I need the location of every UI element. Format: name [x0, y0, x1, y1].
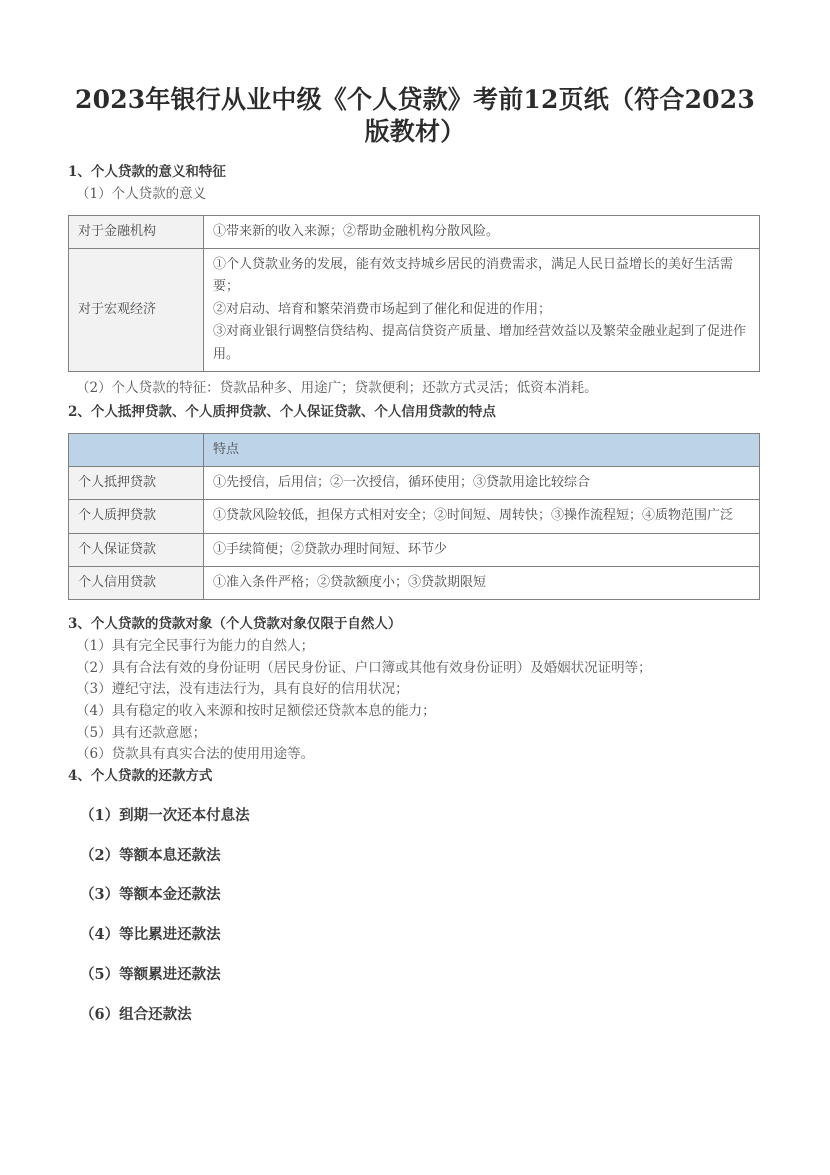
section-3-item: （5）具有还款意愿； — [76, 724, 207, 741]
section-3-heading: 3、个人贷款的贷款对象（个人贷款对象仅限于自然人） — [68, 616, 402, 633]
column-header-characteristics: 特点 — [204, 433, 760, 466]
cell-line: ③对商业银行调整信贷结构、提高信贷资产质量、增加经营效益以及繁荣金融业起到了促进作用。 — [213, 324, 747, 362]
row-value: ①先授信，后用信；②一次授信，循环使用；③贷款用途比较综合 — [204, 466, 760, 499]
section-4-heading: 4、个人贷款的还款方式 — [68, 767, 213, 784]
cell-line: ①个人贷款业务的发展，能有效支持城乡居民的消费需求，满足人民日益增长的美好生活需要； — [213, 257, 734, 295]
table-header-row — [69, 433, 760, 466]
section-3-item: （1）具有完全民事行为能力的自然人； — [76, 638, 315, 655]
table-row — [69, 500, 760, 533]
loan-types-characteristics-table — [68, 433, 760, 601]
list-item: （6）组合还款法 — [80, 1005, 192, 1023]
section-3-item: （6）贷款具有真实合法的使用用途等。 — [76, 746, 315, 763]
row-label: 对于金融机构 — [69, 215, 204, 248]
column-header-blank — [69, 433, 204, 466]
table-row — [69, 466, 760, 499]
section-1-feature-line: （2）个人贷款的特征：贷款品种多、用途广；贷款便利；还款方式灵活；低资本消耗。 — [76, 379, 598, 396]
list-item: （3）等额本金还款法 — [80, 886, 221, 904]
list-item: （2）等额本息还款法 — [80, 846, 221, 864]
page-title: 2023年银行从业中级《个人贷款》考前12页纸（符合2023版教材） — [75, 85, 755, 146]
row-value: ①准入条件严格；②贷款额度小；③贷款期限短 — [204, 567, 760, 600]
section-3-item: （3）遵纪守法，没有违法行为，具有良好的信用状况； — [76, 681, 409, 698]
row-label: 个人抵押贷款 — [69, 466, 204, 499]
list-item: （1）到期一次还本付息法 — [80, 806, 250, 824]
loan-significance-table — [68, 215, 760, 372]
row-value: ①手续简便；②贷款办理时间短、环节少 — [204, 533, 760, 566]
table-row — [69, 533, 760, 566]
table-row — [69, 215, 760, 248]
cell-line: ①带来新的收入来源；②帮助金融机构分散风险。 — [213, 223, 500, 239]
list-item: （5）等额累进还款法 — [80, 966, 221, 984]
table-row — [69, 249, 760, 372]
section-3-item: （4）具有稳定的收入来源和按时足额偿还贷款本息的能力； — [76, 703, 436, 720]
section-2-heading: 2、个人抵押贷款、个人质押贷款、个人保证贷款、个人信用贷款的特点 — [68, 403, 496, 420]
cell-line: ②对启动、培育和繁荣消费市场起到了催化和促进的作用； — [213, 301, 552, 317]
row-value: ①贷款风险较低，担保方式相对安全；②时间短、周转快；③操作流程短；④质物范围广泛 — [204, 500, 760, 533]
row-label: 个人信用贷款 — [69, 567, 204, 600]
row-value — [204, 215, 760, 248]
list-item: （4）等比累进还款法 — [80, 926, 221, 944]
row-value — [204, 249, 760, 372]
section-3-item: （2）具有合法有效的身份证明（居民身份证、户口簿或其他有效身份证明）及婚姻状况证明等； — [76, 659, 652, 676]
section-1-subheading: （1）个人贷款的意义 — [76, 185, 207, 202]
row-label: 个人保证贷款 — [69, 533, 204, 566]
table-row — [69, 567, 760, 600]
section-1-heading: 1、个人贷款的意义和特征 — [68, 164, 226, 180]
row-label: 对于宏观经济 — [69, 249, 204, 372]
row-label: 个人质押贷款 — [69, 500, 204, 533]
repayment-methods-list — [68, 807, 762, 1025]
